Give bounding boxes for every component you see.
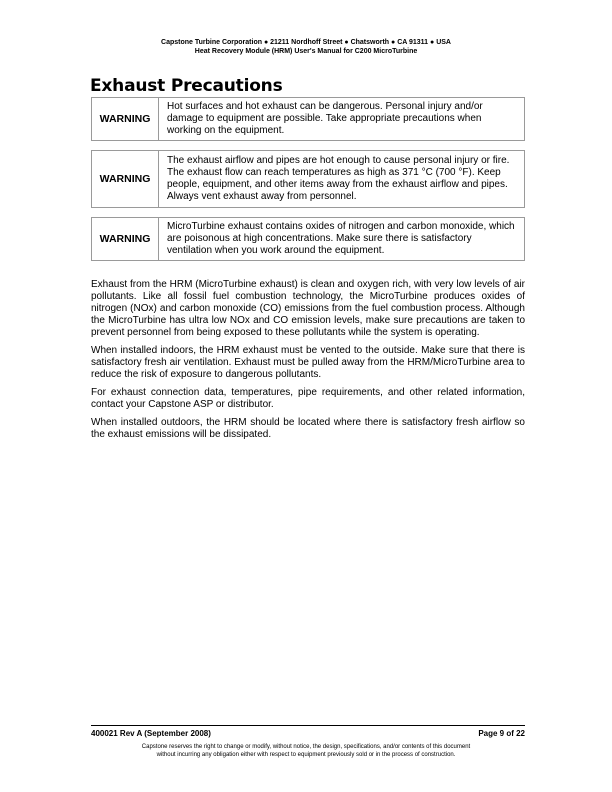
paragraph: When installed indoors, the HRM exhaust must be vented to the outside. Make sure that there is satisfactory fresh air ventilation. Exhaust must be pulled away from the HRM/MicroTurbine area to reduce the risk of exposure to dangerous pollutants. — [91, 345, 525, 380]
warning-text: MicroTurbine exhaust contains oxides of nitrogen and carbon monoxide, which are poisonous at high concentrations. Make sure there is satisfactory ventilation when you work around the equipment. — [159, 218, 525, 261]
section-title: Exhaust Precautions — [90, 76, 283, 96]
page-header — [0, 38, 612, 56]
disclaimer-line: without incurring any obligation either with respect to equipment previously sold or in the process of construction. — [156, 752, 456, 758]
warning-text: Hot surfaces and hot exhaust can be dangerous. Personal injury and/or damage to equipment are possible. Take appropriate precautions when working on the equipment. — [159, 98, 525, 141]
warning-label: WARNING — [92, 151, 159, 208]
body-text — [91, 279, 525, 447]
page-number: Page 9 of 22 — [478, 729, 525, 738]
paragraph: Exhaust from the HRM (MicroTurbine exhaust) is clean and oxygen rich, with very low levels of air pollutants. Like all fossil fuel combustion technology, the MicroTurbine produces oxides of nitrogen (NOx) and carbon monoxide (CO) emissions from the fuel combustion process. Although the MicroTurbine has ultra low NOx and CO emission levels, make sure precautions are taken to prevent personnel from being exposed to these pollutants while the system is operating. — [91, 279, 525, 338]
footer-disclaimer — [0, 743, 612, 759]
paragraph: For exhaust connection data, temperatures, pipe requirements, and other related information, contact your Capstone ASP or distributor. — [91, 387, 525, 410]
paragraph: When installed outdoors, the HRM should be located where there is satisfactory fresh airflow so the exhaust emissions will be dissipated. — [91, 417, 525, 440]
warning-box — [91, 97, 525, 141]
warning-text: The exhaust airflow and pipes are hot enough to cause personal injury or fire. The exhaust flow can reach temperatures as high as 371 °C (700 °F). Keep people, equipment, and other items away from the exhaust airflow and pipes. Always vent exhaust away from personnel. — [159, 151, 525, 208]
disclaimer-line: Capstone reserves the right to change or modify, without notice, the design, specifications, and/or contents of this document — [141, 744, 471, 750]
document-id: 400021 Rev A (September 2008) — [91, 729, 211, 738]
warning-label: WARNING — [92, 98, 159, 141]
footer-divider — [91, 725, 525, 726]
warning-box — [91, 150, 525, 208]
warning-label: WARNING — [92, 218, 159, 261]
header-manual-line: Heat Recovery Module (HRM) User's Manual for C200 MicroTurbine — [194, 48, 418, 55]
warning-box — [91, 217, 525, 261]
header-company-line: Capstone Turbine Corporation ● 21211 Nordhoff Street ● Chatsworth ● CA 91311 ● USA — [161, 39, 451, 46]
